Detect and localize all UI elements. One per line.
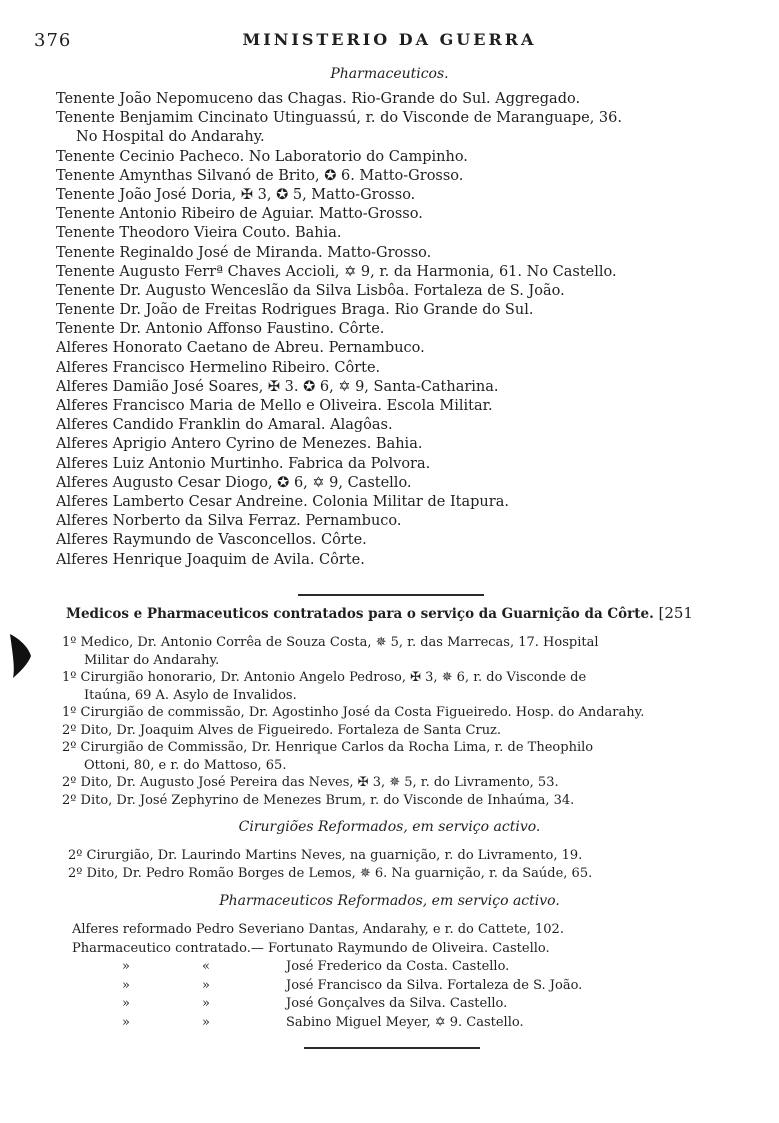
list-item: Tenente João Nepomuceno das Chagas. Rio-Grande do Sul. Aggregado. bbox=[56, 91, 581, 107]
list-item: 1º Cirurgião de commissão, Dr. Agostinho José da Costa Figueiredo. Hosp. do Andarahy. bbox=[62, 705, 645, 720]
list-item bbox=[72, 995, 564, 1014]
list-item: Alferes Augusto Cesar Diogo, ✪ 6, ✡ 9, Castello. bbox=[56, 474, 412, 491]
list-item: Alferes Francisco Maria de Mello e Oliveira. Escola Militar. bbox=[56, 398, 493, 414]
section-title-cirurgioes-reformados: Cirurgiões Reformados, em serviço activo. bbox=[238, 819, 541, 835]
list-item: Alferes Aprigio Antero Cyrino de Menezes. Bahia. bbox=[56, 436, 423, 453]
ditto-mark: » bbox=[202, 1014, 210, 1030]
list-item: Tenente Reginaldo José de Miranda. Matto-Grosso. bbox=[56, 244, 432, 261]
ditto-mark: » bbox=[122, 996, 130, 1012]
list-item: Alferes Raymundo de Vasconcellos. Côrte. bbox=[56, 532, 367, 549]
list-item: 2º Dito, Dr. Augusto José Pereira das Neves, ✠ 3, ✵ 5, r. do Livramento, 53. bbox=[62, 775, 559, 790]
list-item: Alferes Damião José Soares, ✠ 3. ✪ 6, ✡ 9, Santa-Catharina. bbox=[56, 378, 499, 395]
ditto-mark: « bbox=[202, 959, 210, 975]
ditto-mark: » bbox=[122, 959, 130, 975]
section-title-contratados bbox=[66, 604, 693, 622]
pharmacist-name: Sabino Miguel Meyer, ✡ 9. Castello. bbox=[286, 1014, 524, 1030]
list-item bbox=[72, 1014, 564, 1033]
list-item: Tenente Theodoro Vieira Couto. Bahia. bbox=[56, 225, 342, 242]
page-number: 376 bbox=[34, 30, 72, 51]
list-item: Tenente Benjamim Cincinato Utinguassú, r. do Visconde de Maranguape, 36. bbox=[56, 110, 622, 127]
footnote-ref: [251 bbox=[658, 604, 693, 622]
list-item bbox=[72, 958, 564, 977]
list-item: Tenente Dr. João de Freitas Rodrigues Braga. Rio Grande do Sul. bbox=[56, 302, 534, 319]
list-item: Tenente Dr. Augusto Wenceslão da Silva Lisbôa. Fortaleza de S. João. bbox=[56, 282, 565, 299]
pharmacist-name: José Francisco da Silva. Fortaleza de S. João. bbox=[286, 977, 583, 993]
list-item: Ottoni, 80, e r. do Mattoso, 65. bbox=[84, 757, 287, 773]
section-title-pharmaceuticos: Pharmaceuticos. bbox=[330, 66, 449, 82]
pharmaceuticos-list bbox=[56, 90, 622, 570]
list-item: Alferes Candido Franklin do Amaral. Alagôas. bbox=[56, 417, 393, 434]
pharmacist-name: José Gonçalves da Silva. Castello. bbox=[286, 996, 508, 1012]
running-title: MINISTERIO DA GUERRA bbox=[242, 30, 537, 49]
ditto-mark: » bbox=[202, 996, 210, 1012]
ditto-mark: » bbox=[202, 977, 210, 993]
ink-blot-mark bbox=[4, 632, 34, 680]
list-item: 2º Dito, Dr. Pedro Romão Borges de Lemos, ✵ 6. Na guarnição, r. da Saúde, 65. bbox=[68, 865, 593, 881]
section-title-pharmaceuticos-reformados: Pharmaceuticos Reformados, em serviço activo. bbox=[219, 893, 560, 909]
list-item: Alferes Honorato Caetano de Abreu. Pernambuco. bbox=[56, 340, 425, 357]
list-item: Alferes Norberto da Silva Ferraz. Pernambuco. bbox=[56, 513, 402, 530]
list-item: Tenente Dr. Antonio Affonso Faustino. Côrte. bbox=[56, 321, 385, 338]
list-item: Pharmaceutico contratado.— Fortunato Raymundo de Oliveira. Castello. bbox=[72, 940, 550, 956]
list-item: 2º Dito, Dr. Joaquim Alves de Figueiredo. Fortaleza de Santa Cruz. bbox=[62, 722, 502, 738]
pharmaceuticos-reformados-list bbox=[72, 921, 583, 1033]
list-item: 2º Cirurgião de Commissão, Dr. Henrique Carlos da Rocha Lima, r. de Theophilo bbox=[62, 740, 594, 755]
section-divider bbox=[298, 594, 484, 596]
ditto-mark: » bbox=[122, 1014, 130, 1030]
ditto-mark: » bbox=[122, 977, 130, 993]
list-item: Tenente Antonio Ribeiro de Aguiar. Matto-Grosso. bbox=[56, 206, 423, 223]
list-item: Itaúna, 69 A. Asylo de Invalidos. bbox=[84, 687, 297, 703]
cirurgioes-reformados-list bbox=[68, 847, 592, 882]
list-item: No Hospital do Andarahy. bbox=[76, 129, 265, 146]
list-item: 2º Dito, Dr. José Zephyrino de Menezes Brum, r. do Visconde de Inhaúma, 34. bbox=[62, 792, 575, 808]
pharmacist-name: José Frederico da Costa. Castello. bbox=[286, 959, 510, 975]
list-item bbox=[72, 977, 583, 996]
list-item: 1º Medico, Dr. Antonio Corrêa de Souza Costa, ✵ 5, r. das Marrecas, 17. Hospital bbox=[62, 635, 599, 650]
contratados-list bbox=[62, 634, 644, 809]
contratados-title: Medicos e Pharmaceuticos contratados para o serviço da Guarnição da Côrte. bbox=[66, 606, 654, 622]
section-divider bbox=[304, 1047, 480, 1049]
list-item: Alferes Lamberto Cesar Andreine. Colonia Militar de Itapura. bbox=[56, 493, 509, 510]
list-item: 2º Cirurgião, Dr. Laurindo Martins Neves, na guarnição, r. do Livramento, 19. bbox=[68, 848, 583, 863]
list-item: Tenente João José Doria, ✠ 3, ✪ 5, Matto-Grosso. bbox=[56, 186, 416, 203]
list-item: Alferes Henrique Joaquim de Avila. Côrte. bbox=[56, 551, 365, 568]
list-item: 1º Cirurgião honorario, Dr. Antonio Angelo Pedroso, ✠ 3, ✵ 6, r. do Visconde de bbox=[62, 670, 587, 685]
list-item: Tenente Cecinio Pacheco. No Laboratorio do Campinho. bbox=[56, 148, 468, 165]
list-item: Tenente Amynthas Silvanó de Brito, ✪ 6. Matto-Grosso. bbox=[56, 167, 464, 184]
list-item: Tenente Augusto Ferrª Chaves Accioli, ✡ 9, r. da Harmonia, 61. No Castello. bbox=[56, 263, 617, 280]
list-item: Alferes Francisco Hermelino Ribeiro. Côrte. bbox=[56, 359, 381, 376]
list-item: Militar do Andarahy. bbox=[84, 652, 220, 668]
list-item: Alferes reformado Pedro Severiano Dantas, Andarahy, e r. do Cattete, 102. bbox=[72, 922, 564, 937]
list-item: Alferes Luiz Antonio Murtinho. Fabrica da Polvora. bbox=[56, 455, 431, 472]
